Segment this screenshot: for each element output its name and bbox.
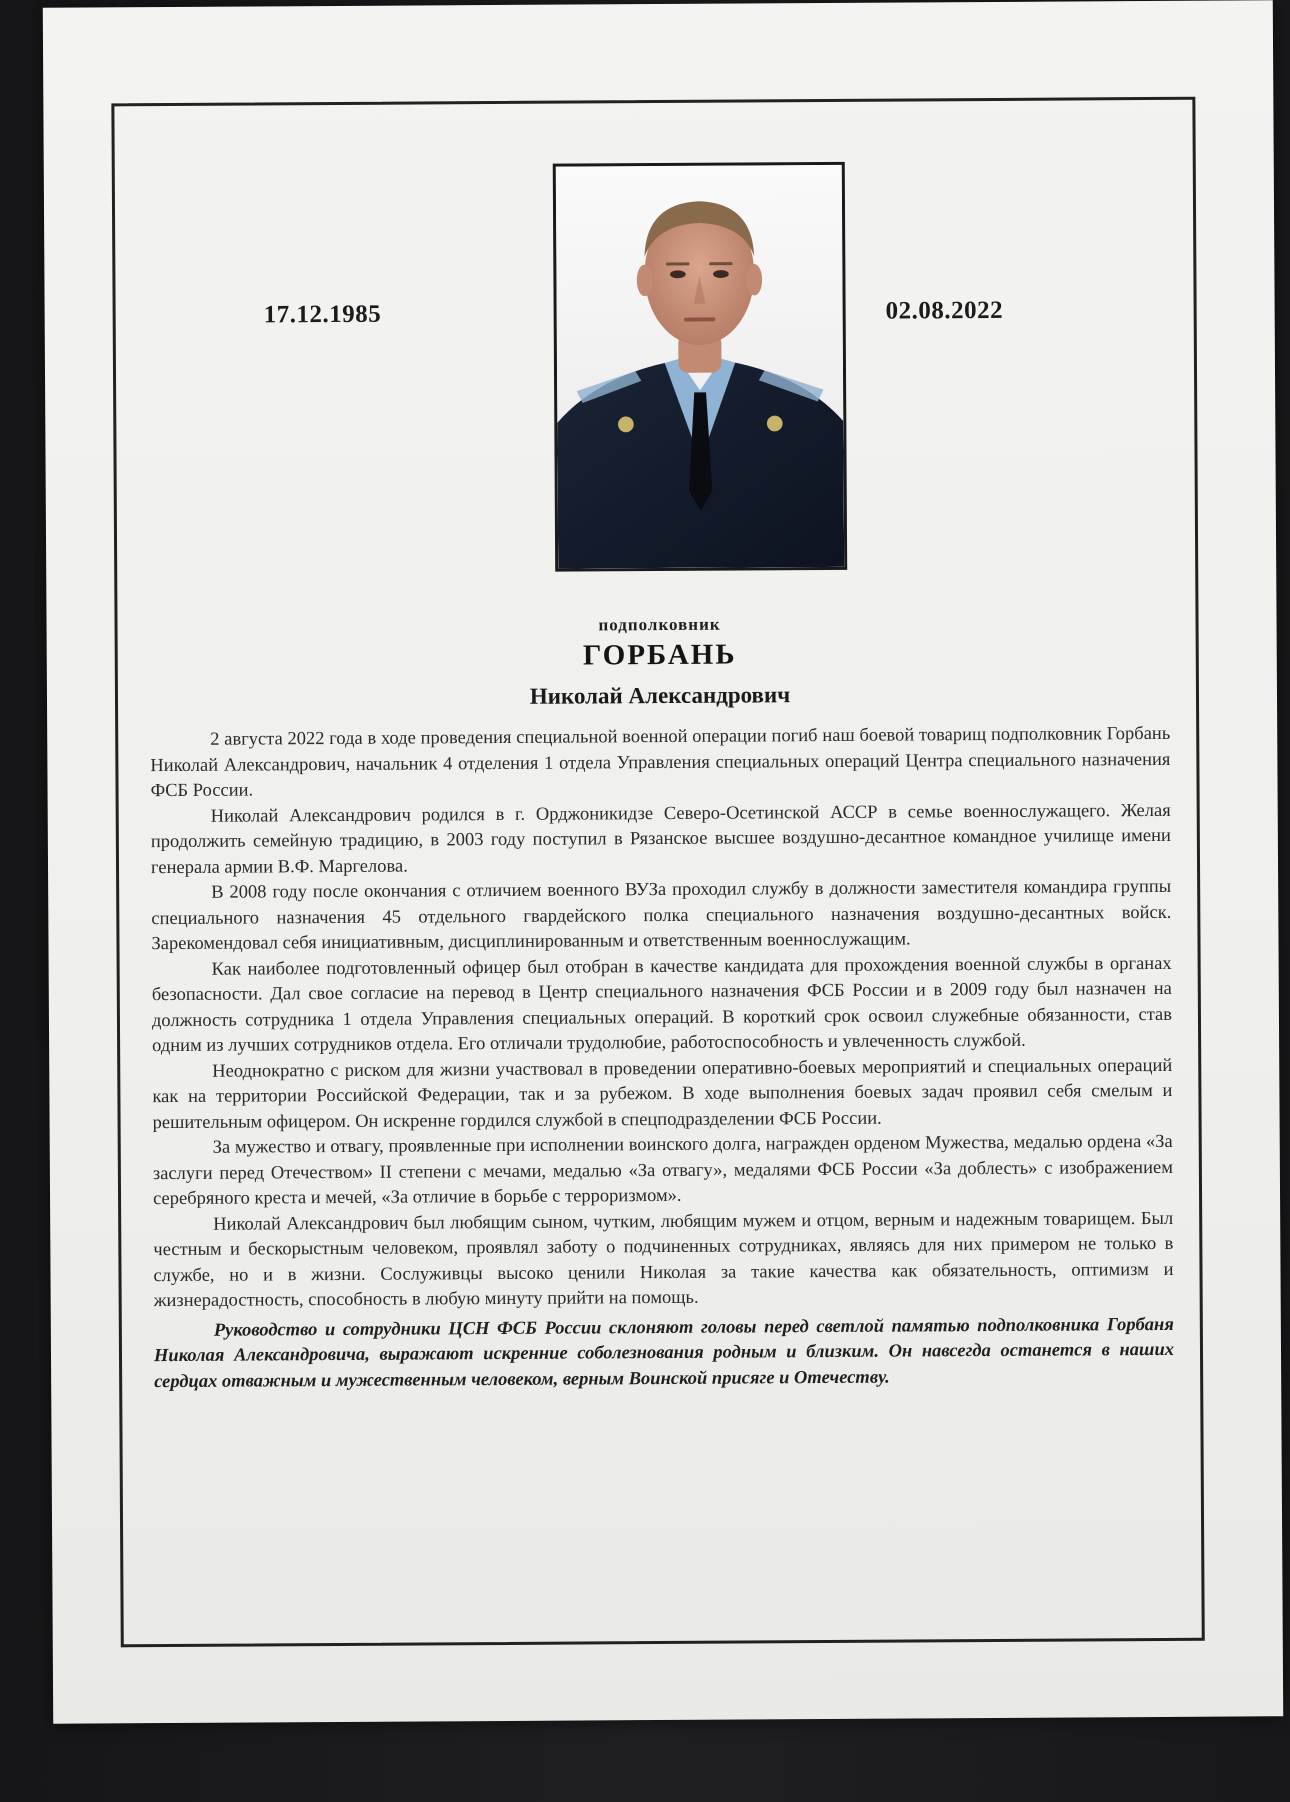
portrait-photo: [553, 162, 847, 572]
death-date: 02.08.2022: [885, 296, 1004, 325]
paragraph-5: Неоднократно с риском для жизни участвовал в проведении оперативно-боевых мероприятий и специальных операций как на территории Российской Федерации, так и за рубежом. В ходе выполнения боевых задач проявил себя смелым и решительным офицером. Он искренне гордился службой в спецподразделении ФСБ России.: [152, 1055, 1173, 1133]
portrait-image: [556, 165, 844, 569]
given-names: Николай Александрович: [529, 682, 791, 709]
paragraph-7: Николай Александрович был любящим сыном, чутким, любящим мужем и отцом, верным и надежным товарищем. Был честным и бескорыстным человеком, проявлял заботу о подчиненных сотрудниках, являясь для них примером не только в службе, но и в жизни. Сослуживцы высоко ценили Николая за такие качества как обязательность, оптимизм и жизнерадостность, способность в любую минуту прийти на помощь.: [153, 1208, 1174, 1312]
obituary-text: [150, 722, 1174, 1395]
birth-date: 17.12.1985: [263, 300, 382, 329]
paragraph-3: В 2008 году после окончания с отличием военного ВУЗа проходил службу в должности заместителя командира группы специального назначения 45 отдельного гвардейского полка специального назначения воздушно-десантных войск. Зарекомендовал себя инициативным, дисциплинированным и ответственным военнослужащим.: [151, 876, 1172, 955]
paper-sheet: [43, 0, 1283, 1723]
paragraph-6: За мужество и отвагу, проявленные при исполнении воинского долга, награжден орденом Мужества, медалью ордена «За заслуги перед Отечеством» II степени с мечами, медалью «За отвагу», медалями ФСБ России «За доблесть» с изображением серебряного креста и мечей, «За отличие в борьбе с терроризмом».: [152, 1131, 1173, 1210]
paragraph-1: 2 августа 2022 года в ходе проведения специальной военной операции погиб наш боевой товарищ подполковник Горбань Николай Александрович, начальник 4 отделения 1 отдела Управления специальных операций Центра специального назначения ФСБ России.: [150, 723, 1171, 802]
closing-paragraph: Руководство и сотрудники ЦСН ФСБ России склоняют головы перед светлой памятью подполковника Горбаня Николая Александровича, выражают искренние соболезнования родным и близким. Он навсегда останется в наших сердцах отважным и мужественным человеком, верным Воинской присяге и Отечеству.: [153, 1314, 1175, 1392]
rank-label: подполковник: [598, 614, 721, 635]
memorial-frame: [111, 97, 1204, 1648]
paragraph-4: Как наиболее подготовленный офицер был отобран в качестве кандидата для прохождения военной службы в органах безопасности. Дал свое согласие на перевод в Центр специального назначения ФСБ России и в 2009 году был назначен на должность сотрудника 1 отдела Управления специальных операций. В короткий срок освоил служебные обязанности, став одним из лучших сотрудников отдела. Его отличали трудолюбие, работоспособность и увлеченность службой.: [151, 953, 1173, 1057]
paragraph-2: Николай Александрович родился в г. Орджоникидзе Северо-Осетинской АССР в семье военнослужащего. Желая продолжить семейную традицию, в 2003 году поступил в Рязанское высшее воздушно-десантное командное училище имени генерала армии В.Ф. Маргелова.: [150, 800, 1171, 878]
surname-title: ГОРБАНЬ: [582, 638, 737, 672]
